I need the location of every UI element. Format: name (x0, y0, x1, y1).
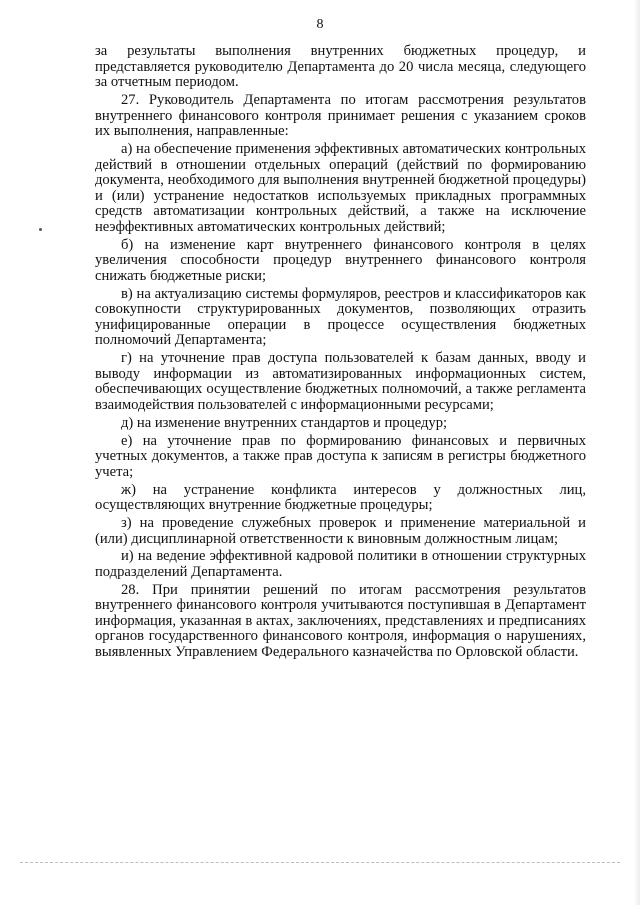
paragraph-27-zh: ж) на устранение конфликта интересов у должностных лиц, осуществляющих внутренние бюджетные процедуры; (95, 481, 586, 514)
paragraph-27-i: и) на ведение эффективной кадровой политики в отношении структурных подразделений Департамента. (95, 548, 586, 580)
paragraph-27-b: б) на изменение карт внутреннего финансового контроля в целях увеличения способности процедур внутреннего финансового контроля снижать бюджетные риски; (95, 236, 586, 284)
paragraph-27-z: з) на проведение служебных проверок и применение материальной и (или) дисциплинарной ответственности к виновным должностным лицам; (95, 514, 586, 547)
paragraph-continuation: за результаты выполнения внутренних бюджетных процедур, и представляется руководителю Департамента до 20 числа месяца, следующего за отчетным периодом. (95, 43, 586, 91)
page-number: 8 (316, 17, 324, 32)
paragraph-27-d: д) на изменение внутренних стандартов и процедур; (121, 414, 448, 431)
scan-dot (39, 228, 42, 231)
paragraph-27: 27. Руководитель Департамента по итогам рассмотрения результатов внутреннего финансового контроля принимает решения с указанием сроков их выполнения, направленные: (95, 91, 586, 140)
paragraph-28: 28. При принятии решений по итогам рассмотрения результатов внутреннего финансового контроля учитываются поступившая в Департамент информация, указанная в актах, заключениях, представлениях и предписаниях органов государственного финансового контроля, информация о нарушениях, выявленных Управлением Федерального казначейства по Орловской области. (95, 581, 586, 661)
document-body (95, 44, 586, 663)
paragraph-27-a: а) на обеспечение применения эффективных автоматических контрольных действий в отношении отдельных операций (действий по формированию документа, необходимого для выполнения внутренней бюджетной процедуры) и (или) устранение недостатков используемых прикладных программных средств автоматизации контрольных действий, а также на исключение неэффективных автоматических контрольных действий; (95, 140, 586, 235)
paragraph-27-v: в) на актуализацию системы формуляров, реестров и классификаторов как совокупности структурированных документов, позволяющих отразить унифицированные операции в процессе осуществления бюджетных полномочий Департамента; (95, 285, 586, 349)
page-edge-shadow (634, 0, 640, 905)
scan-bottom-line (20, 862, 620, 863)
paragraph-27-e: е) на уточнение прав по формированию финансовых и первичных учетных документов, а также прав доступа к записям в регистры бюджетного учета; (95, 432, 586, 480)
paragraph-27-g: г) на уточнение прав доступа пользователей к базам данных, вводу и выводу информации из автоматизированных информационных систем, обеспечивающих осуществление бюджетных полномочий, а также регламента взаимодействия пользователей с информационными ресурсами; (95, 350, 586, 413)
